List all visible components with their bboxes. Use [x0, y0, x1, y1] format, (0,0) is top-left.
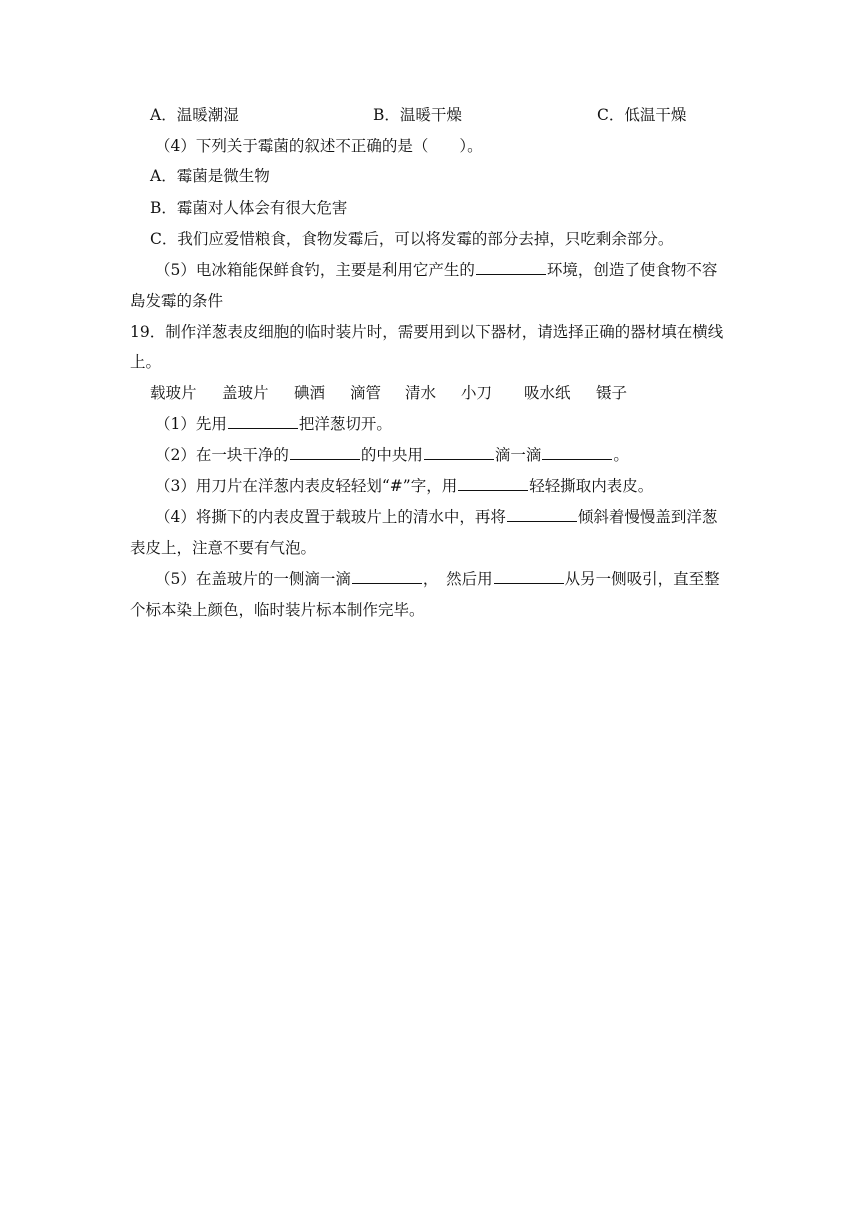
q19-step5-line1 — [155, 569, 720, 589]
q19-step4-line1 — [155, 507, 717, 527]
q19-step3 — [155, 476, 653, 496]
q19-step2-blank-3[interactable] — [542, 445, 612, 460]
material-item: 碘酒 — [294, 384, 326, 402]
q19-step2 — [155, 445, 629, 465]
q18-4-option-b: B．霉菌对人体会有很大危害 — [150, 199, 348, 217]
q19-step2-text-b: 的中央用 — [360, 446, 423, 464]
material-item: 小刀 — [461, 384, 493, 402]
q19-stem-line1: 19．制作洋葱表皮细胞的临时装片时，需要用到以下器材，请选择正确的器材填在横线 — [130, 323, 724, 341]
material-item: 盖玻片 — [222, 384, 269, 402]
q19-step4-text-a: （4）将撕下的内表皮置于载玻片上的清水中，再将 — [155, 508, 506, 526]
q19-step1-text-b: 把洋葱切开。 — [298, 415, 392, 433]
q18-4-stem: （4）下列关于霉菌的叙述不正确的是（ ）。 — [155, 137, 483, 155]
q19-step4-blank[interactable] — [507, 507, 577, 522]
q18-5-text-b: 环境，创造了使食物不容 — [546, 261, 718, 279]
material-item: 清水 — [405, 384, 437, 402]
q19-step2-blank-1[interactable] — [290, 445, 360, 460]
q18-5-text-a: （5）电冰箱能保鲜食钓，主要是利用它产生的 — [155, 261, 475, 279]
q19-step1-blank[interactable] — [228, 414, 298, 429]
material-item: 滴管 — [350, 384, 382, 402]
q18-3-option-a: A．温暖潮湿 — [150, 106, 239, 124]
material-item: 镊子 — [596, 384, 628, 402]
q19-step5-blank-2[interactable] — [494, 569, 564, 584]
q19-step3-text-a: （3）用刀片在洋葱内表皮轻轻划“#”字，用 — [155, 477, 458, 495]
q19-step5-text-c: 从另一侧吸引，直至整 — [564, 570, 720, 588]
q19-step2-text-c: 滴一滴 — [494, 446, 542, 464]
q19-step2-text-a: （2）在一块干净的 — [155, 446, 289, 464]
q18-4-option-c: C．我们应爱惜粮食，食物发霉后，可以将发霉的部分去掉，只吃剩余部分。 — [150, 230, 674, 248]
q19-step5-blank-1[interactable] — [352, 569, 422, 584]
q19-step3-text-b: 轻轻撕取内表皮。 — [529, 477, 654, 495]
q19-step1 — [155, 414, 392, 434]
q19-step2-text-d: 。 — [613, 446, 629, 464]
q18-4-option-a: A．霉菌是微生物 — [150, 167, 270, 185]
q19-step4-line2: 表皮上，注意不要有气泡。 — [130, 539, 317, 557]
q18-5-line1 — [155, 260, 717, 280]
q19-stem-line2: 上。 — [130, 353, 162, 371]
material-item: 载玻片 — [150, 384, 197, 402]
q19-step5-text-b: ， 然后用 — [422, 570, 493, 588]
q18-5-line2: 島发霉的条件 — [130, 292, 224, 310]
material-item: 吸水纸 — [524, 384, 571, 402]
q19-step2-blank-2[interactable] — [424, 445, 494, 460]
q19-step5-line2: 个标本染上颜色，临时装片标本制作完毕。 — [130, 601, 425, 619]
q19-step5-text-a: （5）在盖玻片的一侧滴一滴 — [155, 570, 351, 588]
q18-5-blank[interactable] — [476, 260, 546, 275]
q19-step4-text-b: 倾斜着慢慢盖到洋葱 — [577, 508, 718, 526]
q19-step3-blank[interactable] — [458, 476, 528, 491]
q18-3-option-c: C．低温干燥 — [597, 106, 687, 124]
q18-3-option-b: B．温暖干燥 — [373, 106, 462, 124]
q19-step1-text-a: （1）先用 — [155, 415, 227, 433]
